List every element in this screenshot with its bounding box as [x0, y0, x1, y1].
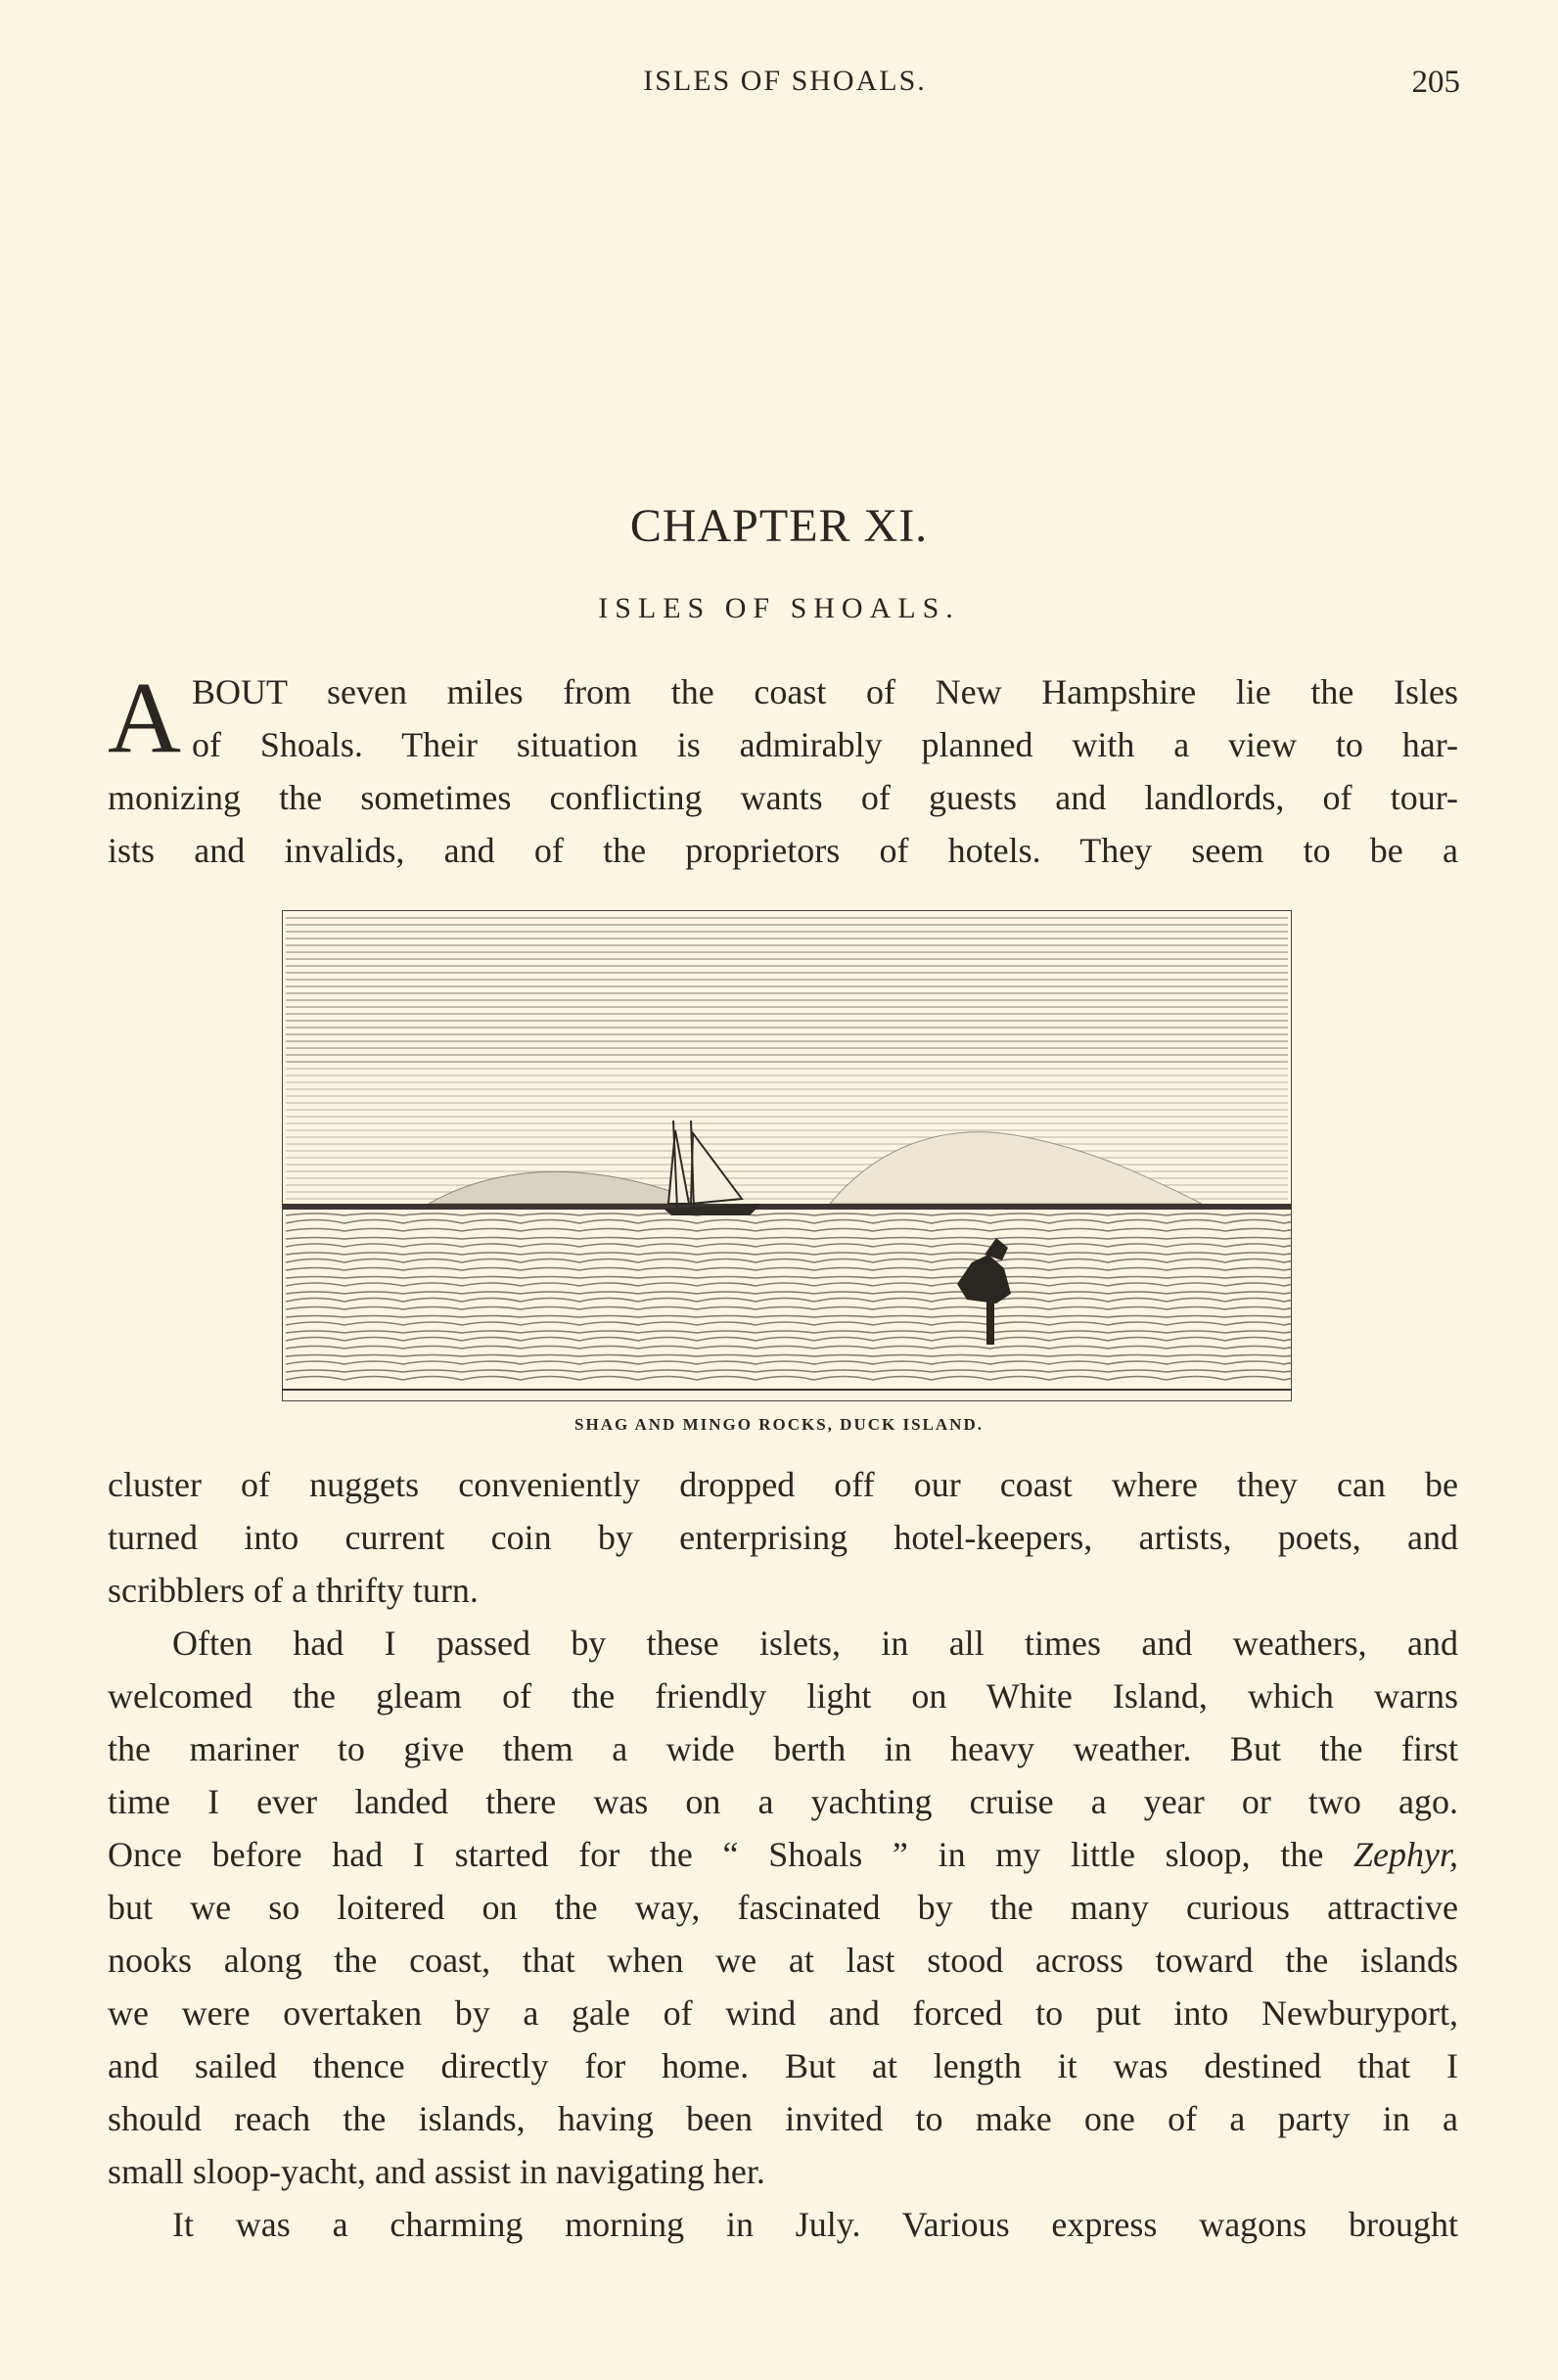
running-title: ISLES OF SHOALS. — [643, 65, 927, 97]
engraving-sea-scene — [282, 910, 1292, 1401]
page-number: 205 — [1411, 65, 1460, 100]
body-text — [108, 1458, 1458, 2251]
horizon-line — [282, 1204, 1292, 1210]
text-line: scribblers of a thrifty turn. — [108, 1571, 479, 1610]
text-line: BOUT seven miles from the coast of New Hampshire lie the Isles — [192, 672, 1458, 711]
chapter-subtitle: ISLES OF SHOALS. — [598, 592, 960, 624]
yacht-name: Zephyr, — [1353, 1835, 1458, 1874]
figure-caption: SHAG AND MINGO ROCKS, DUCK ISLAND. — [574, 1415, 984, 1434]
text-line: we were overtaken by a gale of wind and forced to put into Newburyport, — [108, 1993, 1458, 2033]
text-line: ists and invalids, and of the proprietors of hotels. They seem to be a — [108, 831, 1458, 870]
text-line: Often had I passed by these islets, in all times and weathers, and — [172, 1624, 1458, 1663]
drop-cap: A — [108, 662, 182, 774]
text-line: and sailed thence directly for home. But at length it was destined that I — [108, 2046, 1458, 2085]
running-head — [110, 65, 1460, 114]
text-line: small sloop-yacht, and assist in navigating her. — [108, 2152, 765, 2191]
text-line: but we so loitered on the way, fascinated by the many curious attractive — [108, 1888, 1458, 1927]
engraving-illustration — [282, 910, 1292, 1401]
text-line: should reach the islands, having been invited to make one of a party in a — [108, 2099, 1458, 2138]
text-line: turned into current coin by enterprising hotel-keepers, artists, poets, and — [108, 1518, 1458, 1557]
text-run: Once before had I started for the “ Shoals ” in my little sloop, the — [108, 1835, 1324, 1874]
text-line: It was a charming morning in July. Various express wagons brought — [172, 2205, 1458, 2244]
text-line — [108, 1828, 1458, 1881]
text-line: the mariner to give them a wide berth in heavy weather. But the first — [108, 1729, 1458, 1768]
opening-paragraph — [108, 662, 1458, 877]
text-line: of Shoals. Their situation is admirably planned with a view to har- — [192, 725, 1458, 764]
text-line: time I ever landed there was on a yachting cruise a year or two ago. — [108, 1782, 1458, 1821]
text-line: nooks along the coast, that when we at last stood across toward the islands — [108, 1941, 1458, 1980]
text-line: welcomed the gleam of the friendly light on White Island, which warns — [108, 1676, 1458, 1716]
text-line: cluster of nuggets conveniently dropped off our coast where they can be — [108, 1465, 1458, 1504]
text-line: monizing the sometimes conflicting wants of guests and landlords, of tour- — [108, 778, 1458, 817]
chapter-title: CHAPTER XI. — [629, 500, 929, 552]
